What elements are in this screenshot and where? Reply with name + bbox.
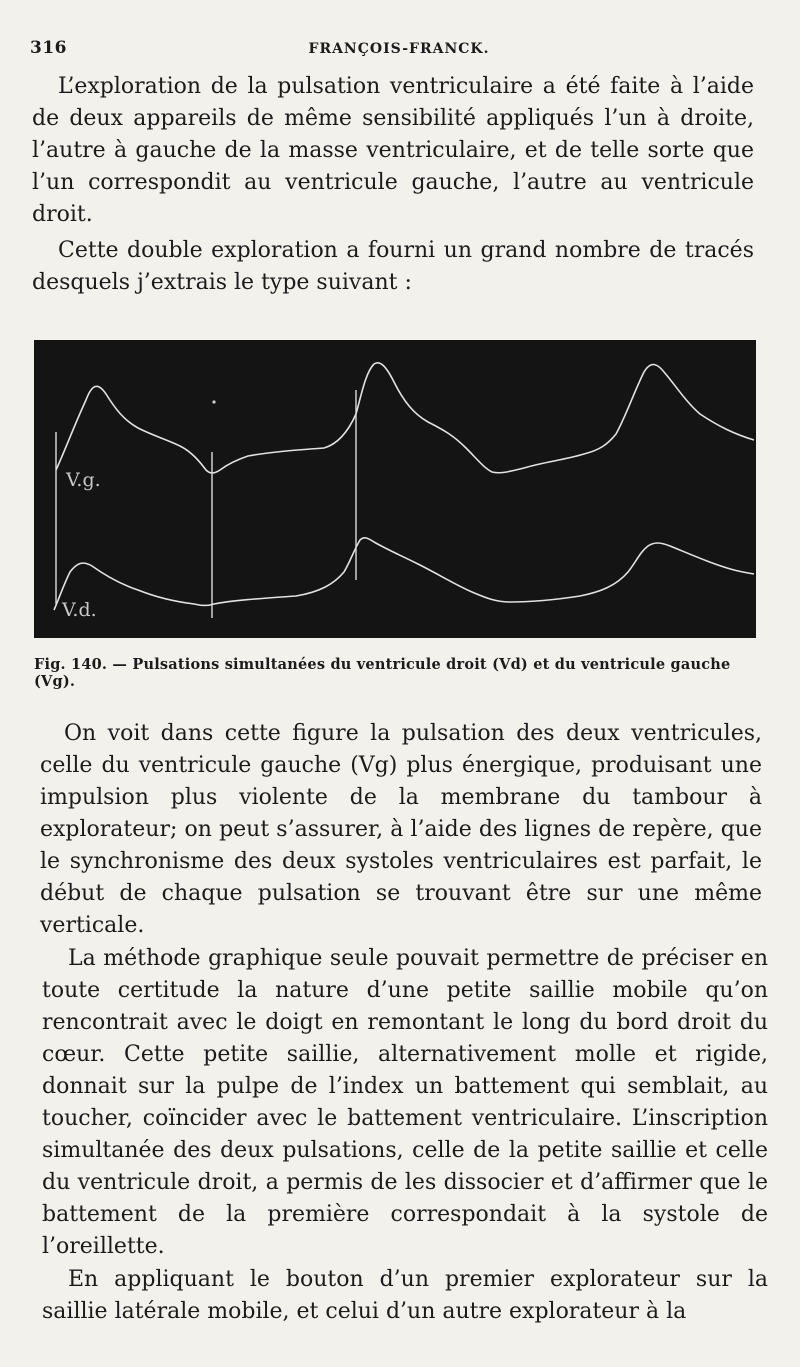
pulsation-tracing [34, 340, 756, 638]
vd-trace [54, 538, 754, 610]
running-head-author: FRANÇOIS-FRANCK. [308, 41, 490, 57]
label-vd: V.d. [62, 599, 97, 621]
paragraph-explorer-application: En appliquant le bouton d’un premier explorateur sur la saillie latérale mobile, et celui d’un autre explorateur à la [42, 1267, 768, 1324]
running-head [30, 38, 768, 68]
plate-speck [212, 400, 215, 403]
paragraph-graphic-method: La méthode graphique seule pouvait permettre de préciser en toute certitude la nature d’une petite saillie mobile qu’on rencontrait avec le doigt en remontant le long du bord droit du cœur. Cette petite saillie, alternativement molle et rigide, donnait sur la pulpe de l’index un battement qui semblait, au toucher, coïncider avec le battement ventriculaire. L’inscription simultanée des deux pulsations, celle de la petite saillie et celle du ventricule droit, a permis de les dissocier et d’affirmer que le battement de la première correspondait à la systole de l’oreillette. [42, 946, 768, 1259]
paragraph-figure-discussion: On voit dans cette figure la pulsation des deux ventricules, celle du ventricule gauche (Vg) plus énergique, produisant une impulsion plus violente de la membrane du tambour à explorateur; on peut s’assurer, à l’aide des lignes de repère, que le synchronisme des deux systoles ventriculaires est parfait, le début de chaque pulsation se trouvant être sur une même verticale. [40, 721, 762, 938]
paragraph-double-exploration: Cette double exploration a fourni un grand nombre de tracés desquels j’extrais le type suivant : [32, 238, 754, 295]
vg-trace [56, 363, 754, 473]
figure-pulsation-traces [34, 340, 756, 638]
label-vg: V.g. [66, 469, 101, 491]
paragraph-exploration-method: L’exploration de la pulsation ventriculaire a été faite à l’aide de deux appareils de même sensibilité appliqués l’un à droite, l’autre à gauche de la masse ventriculaire, et de telle sorte que l’un correspondit au ventricule gauche, l’autre au ventricule droit. [32, 74, 754, 227]
figure-caption: Fig. 140. — Pulsations simultanées du ventricule droit (Vd) et du ventricule gauche (Vg). [34, 656, 731, 690]
page-number: 316 [30, 38, 67, 58]
